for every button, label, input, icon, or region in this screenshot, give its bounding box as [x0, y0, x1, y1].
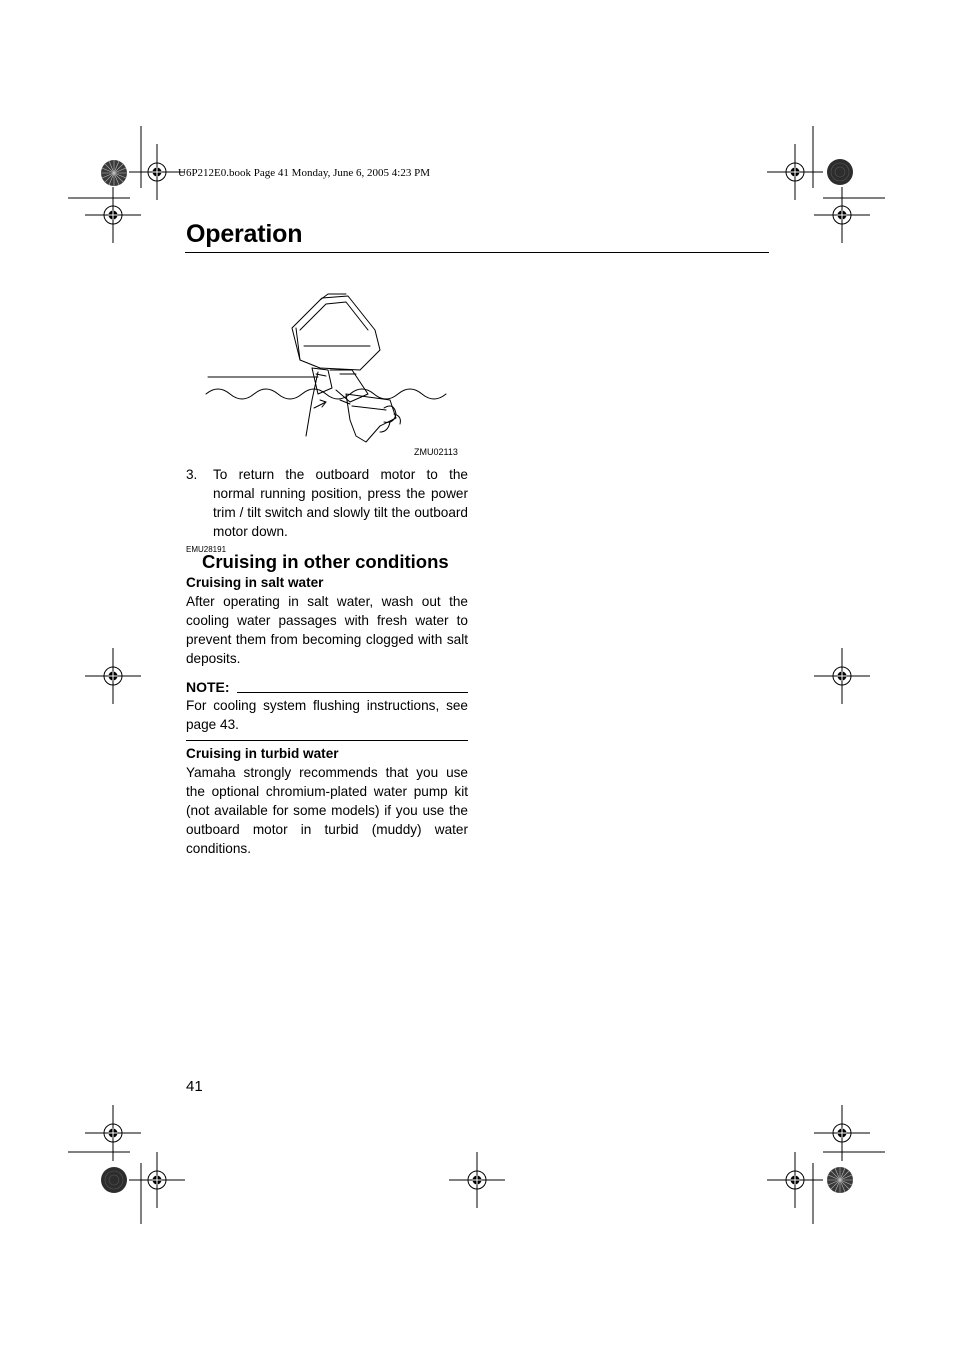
book-info-header: U6P212E0.book Page 41 Monday, June 6, 2005 4:23 PM	[178, 167, 430, 179]
section-title: Operation	[186, 220, 303, 248]
outboard-motor-illustration	[200, 290, 450, 445]
salt-water-heading: Cruising in salt water	[186, 575, 324, 590]
subsection-title: Cruising in other conditions	[202, 551, 449, 572]
step-3	[186, 465, 468, 541]
page-number: 41	[186, 1078, 203, 1095]
note-rule-bottom	[186, 740, 468, 741]
step-number: 3.	[186, 467, 198, 482]
note-text: For cooling system flushing instructions, see page 43.	[186, 698, 468, 732]
figure-code: ZMU02113	[414, 447, 458, 457]
turbid-water-heading: Cruising in turbid water	[186, 746, 339, 761]
note-rule-top	[237, 692, 468, 693]
note-label: NOTE:	[186, 679, 230, 695]
step-text: To return the outboard motor to the normal running position, press the power trim / tilt switch and slowly tilt the outboard motor down.	[213, 467, 468, 539]
section-code: EMU28191	[186, 545, 227, 554]
title-rule	[185, 252, 769, 253]
turbid-water-text: Yamaha strongly recommends that you use the optional chromium-plated water pump kit (not available for some models) if you use the outboard motor in turbid (muddy) water conditions.	[186, 765, 468, 856]
salt-water-text: After operating in salt water, wash out the cooling water passages with fresh water to prevent them from becoming clogged with salt deposits.	[186, 594, 468, 666]
